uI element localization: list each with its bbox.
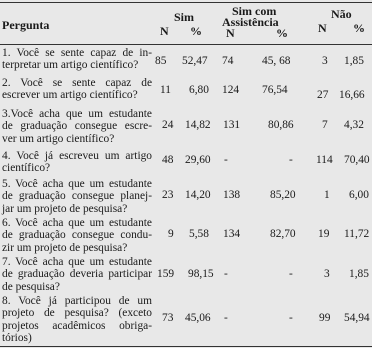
assist-n: -: [224, 312, 228, 324]
header-nao: Não: [331, 7, 352, 21]
question-line: ver um artigo científico?: [2, 132, 115, 145]
header-sim-pct: %: [190, 24, 202, 38]
sim-pct: 14,20: [185, 189, 211, 201]
sim-n: 9: [168, 228, 174, 240]
sim-pct: 29,60: [185, 154, 211, 166]
nao-pct: 70,40: [344, 154, 370, 166]
question-line: terpretar um artigo científico?: [2, 59, 139, 72]
question-line: 5. Você acha que um estudante: [2, 178, 152, 190]
question-line: escrever um artigo científico?: [2, 89, 138, 102]
sim-pct: 14,82: [185, 119, 211, 131]
table-header-rule: [0, 44, 372, 45]
header-nao-n: N: [318, 21, 327, 35]
nao-n: 114: [316, 154, 333, 166]
assist-pct: 45, 68: [262, 55, 291, 67]
nao-pct: 16,66: [339, 89, 365, 101]
question-1: [2, 47, 152, 72]
assist-pct: -: [289, 312, 293, 324]
nao-n: 3: [322, 55, 328, 67]
nao-pct: 11,72: [344, 228, 370, 240]
assist-pct: 80,86: [268, 119, 294, 131]
question-8: [2, 295, 152, 345]
nao-pct: 1,85: [349, 268, 369, 280]
question-3: [2, 108, 152, 145]
question-line: 3.Você acha que um estudante: [2, 108, 152, 120]
nao-pct: 1,85: [344, 55, 364, 67]
nao-n: 99: [319, 312, 331, 324]
sim-pct: 6,80: [189, 84, 209, 96]
nao-n: 3: [324, 268, 330, 280]
nao-n: 7: [322, 119, 328, 131]
question-line: de pesquisa?: [2, 280, 60, 293]
question-line: jar um projeto de pesquisa?: [2, 202, 128, 215]
question-line: científico?: [2, 162, 51, 175]
question-4: [2, 150, 152, 175]
assist-n: -: [224, 154, 228, 166]
header-sim: Sim: [174, 10, 195, 24]
header-nao-pct: %: [353, 21, 365, 35]
question-line: zir um projeto de pesquisa?: [2, 241, 128, 254]
assist-pct: 76,54: [262, 84, 288, 96]
question-line: projeto de pesquisa? (exceto: [2, 307, 152, 320]
assist-pct: -: [289, 154, 293, 166]
question-line: 8. Você já participou de um: [2, 295, 152, 307]
question-2: [2, 77, 152, 102]
question-line: 1. Você se sente capaz de in-: [2, 47, 152, 59]
assist-n: 131: [223, 119, 241, 131]
question-line: de graduação consegue escre-: [2, 120, 152, 133]
assist-n: -: [224, 268, 228, 280]
sim-n: 85: [155, 55, 167, 67]
sim-pct: 5,58: [189, 228, 209, 240]
sim-n: 48: [162, 154, 174, 166]
header-sim-n: N: [160, 24, 169, 38]
header-sim-com: Sim com: [232, 4, 277, 18]
nao-pct: 54,94: [344, 312, 370, 324]
sim-n: 23: [162, 189, 174, 201]
assist-n: 138: [223, 189, 241, 201]
question-line: de graduação consegue condu-: [2, 229, 152, 242]
sim-n: 159: [157, 268, 175, 280]
question-7: [2, 256, 152, 293]
sim-n: 73: [162, 312, 174, 324]
header-assistencia: Assistência: [222, 15, 279, 29]
question-line: projetos acadêmicos obriga-: [2, 319, 152, 332]
question-line: 4. Você já escreveu um artigo: [2, 150, 152, 162]
assist-pct: 85,20: [270, 189, 296, 201]
question-line: tórios): [2, 332, 32, 345]
nao-pct: 6,00: [349, 189, 369, 201]
assist-n: 134: [223, 228, 241, 240]
table-bottom-rule: [0, 346, 372, 347]
header-assist-n: N: [226, 26, 235, 40]
nao-n: 19: [318, 228, 330, 240]
nao-n: 1: [324, 189, 330, 201]
nao-pct: 4,32: [344, 119, 364, 131]
assist-pct: -: [289, 268, 293, 280]
question-line: 2. Você se sente capaz de: [2, 77, 152, 89]
assist-n: 74: [222, 55, 234, 67]
question-line: de graduação deveria participar: [2, 268, 152, 281]
question-6: [2, 217, 152, 254]
header-assist-pct: %: [276, 26, 288, 40]
table-top-rule: [0, 2, 372, 3]
question-line: 7. Você acha que um estudante: [2, 256, 152, 268]
nao-n: 27: [317, 89, 329, 101]
sim-n: 24: [162, 119, 174, 131]
header-pergunta: Pergunta: [2, 18, 50, 32]
sim-pct: 52,47: [182, 55, 208, 67]
sim-n: 11: [160, 84, 171, 96]
question-5: [2, 178, 152, 215]
sim-pct: 98,15: [188, 268, 214, 280]
assist-n: 124: [222, 84, 240, 96]
assist-pct: 82,70: [270, 228, 296, 240]
question-line: de graduação consegue planej-: [2, 190, 152, 203]
question-line: 6. Você acha que um estudante: [2, 217, 152, 229]
sim-pct: 45,06: [185, 312, 211, 324]
